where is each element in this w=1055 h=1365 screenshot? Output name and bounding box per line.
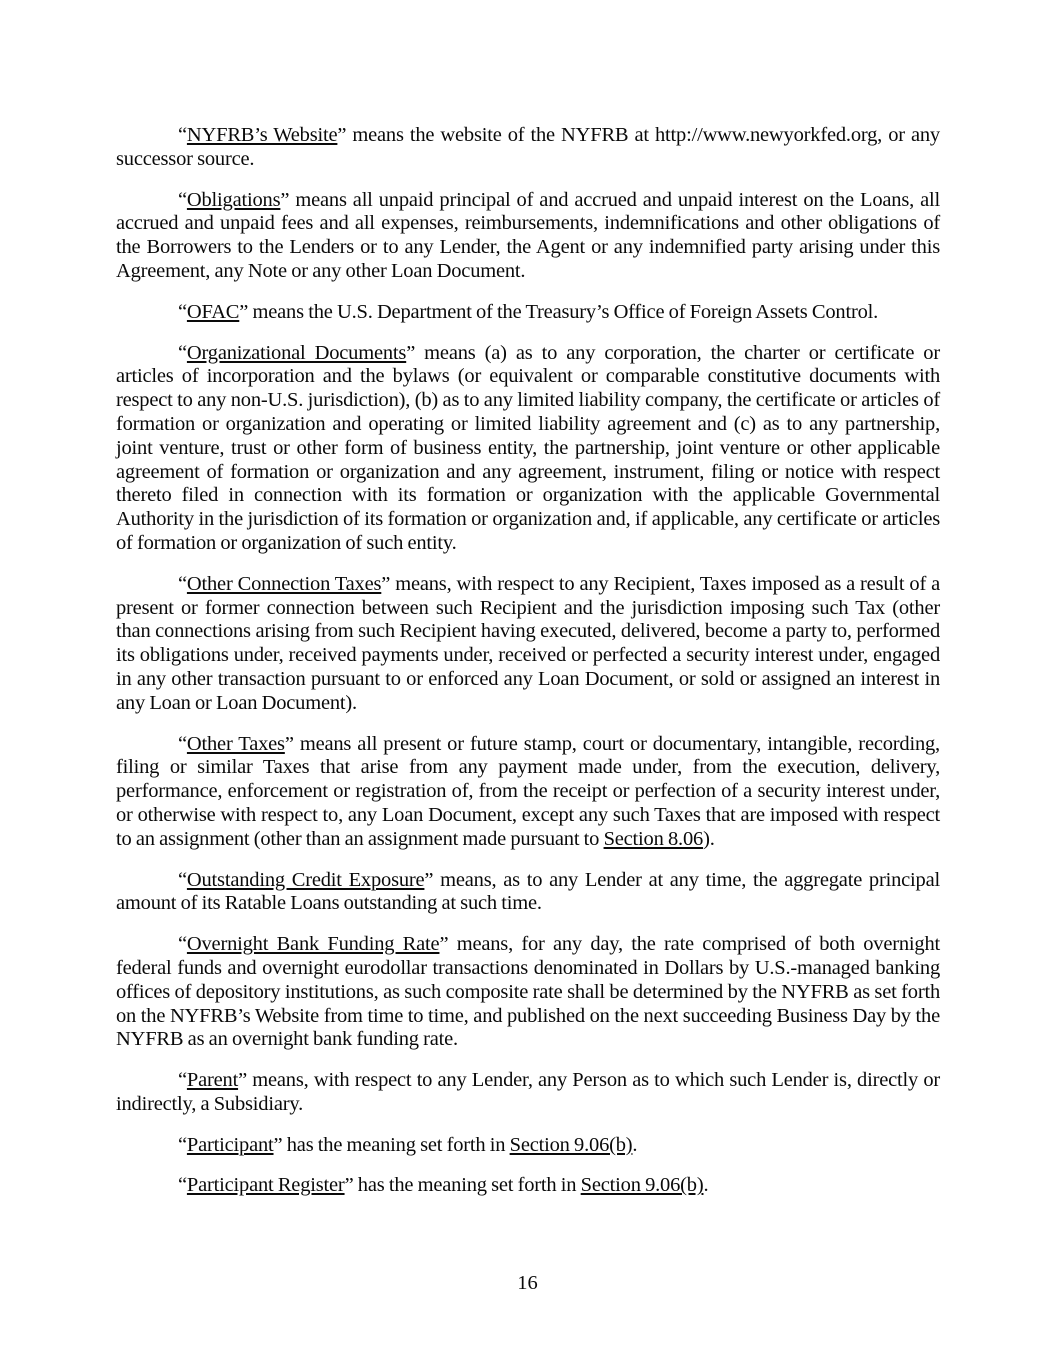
defined-term: NYFRB’s Website — [186, 124, 338, 146]
paragraph-text: “ — [178, 572, 187, 595]
paragraph-list — [116, 124, 940, 1198]
paragraph-text: “ — [178, 1133, 187, 1156]
defined-term: Participant — [186, 1133, 274, 1156]
defined-term: Overnight Bank Funding Rate — [186, 933, 440, 956]
paragraph-text: “ — [178, 1174, 187, 1197]
paragraph-text: ” means the website of the NYFRB at http://www.newyorkfed.org, or any successor source. — [116, 124, 940, 170]
definition-paragraph — [116, 869, 940, 917]
defined-term: Other Connection Taxes — [186, 572, 382, 595]
definition-paragraph — [116, 1134, 940, 1158]
paragraph-text: “ — [178, 300, 187, 323]
definition-paragraph — [116, 573, 940, 716]
paragraph-text: “ — [178, 1069, 187, 1092]
paragraph-text: ” means, as to any Lender at any time, the aggregate principal amount of its Ratable Loans outstanding at such time. — [116, 868, 940, 915]
section-reference: Section 8.06 — [603, 827, 704, 850]
defined-term: Participant Register — [186, 1174, 345, 1197]
definition-paragraph — [116, 733, 940, 852]
defined-term: Other Taxes — [186, 732, 285, 755]
defined-term: Parent — [186, 1069, 239, 1092]
defined-term: Obligations — [186, 188, 281, 211]
section-reference: Section 9.06(b) — [580, 1174, 704, 1197]
page-number: 16 — [517, 1272, 538, 1294]
paragraph-text: ” means all present or future stamp, court or documentary, intangible, recording, filing or similar Taxes that arise from any payment made under, from the execution, delivery, performance, enforcement or registration of, from the receipt or perfection of a security interest under, or otherwise with respect to, any Loan Document, except any such Taxes that are imposed with respect to an assignment (other than an assignment made pursuant to — [116, 732, 940, 850]
paragraph-text: “ — [178, 732, 187, 755]
definitions-section — [116, 124, 940, 1198]
paragraph-text: ” means, with respect to any Recipient, Taxes imposed as a result of a present or former connection between such Recipient and the jurisdiction imposing such Tax (other than connections arising from such Recipient having executed, delivered, become a party to, performed its obligations under, received payments under, received or perfected a security interest under, engaged in any other transaction pursuant to or enforced any Loan Document, or sold or assigned an interest in any Loan or Loan Document). — [116, 572, 941, 714]
section-reference: Section 9.06(b) — [509, 1133, 633, 1156]
paragraph-text: ” means, for any day, the rate comprised of both overnight federal funds and overnight eurodollar transactions denominated in Dollars by U.S.-managed banking offices of depository institutions, as such composite rate shall be determined by the NYFRB as set forth on the NYFRB’s Website from time to time, and published on the next succeeding Business Day by the NYFRB as an overnight bank funding rate. — [116, 933, 941, 1051]
definition-paragraph — [116, 933, 940, 1052]
paragraph-text: “ — [178, 341, 187, 364]
paragraph-text: ” means (a) as to any corporation, the charter or certificate or articles of incorporation and the bylaws (or equivalent or comparable constitutive documents with respect to any non-U.S. jurisdiction), (b) as to any limited liability company, the certificate or articles of formation or organization and operating or limited liability agreement and (c) as to any partnership, joint venture, trust or other form of business entity, the partnership, joint venture or other applicable agreement of formation or organization and any agreement, instrument, filing or notice with respect thereto filed in connection with its formation or organization with the applicable Governmental Authority in the jurisdiction of its formation or organization and, if applicable, any certificate or articles of formation or organization of such entity. — [116, 341, 940, 554]
paragraph-text: “ — [178, 868, 187, 891]
paragraph-text: ” means all unpaid principal of and accrued and unpaid interest on the Loans, all accrued and unpaid fees and all expenses, reimbursements, indemnifications and other obligations of the Borrowers to the Lenders or to any Lender, the Agent or any indemnified party arising under this Agreement, any Note or any other Loan Document. — [116, 188, 940, 282]
definition-paragraph — [116, 189, 940, 284]
paragraph-text: “ — [178, 124, 187, 146]
paragraph-text: ” means, with respect to any Lender, any Person as to which such Lender is, directly or indirectly, a Subsidiary. — [116, 1069, 940, 1115]
defined-term: Outstanding Credit Exposure — [186, 868, 425, 891]
paragraph-text: ). — [703, 827, 715, 850]
paragraph-text: “ — [178, 933, 187, 956]
paragraph-text: ” has the meaning set forth in — [344, 1174, 581, 1197]
defined-term: OFAC — [186, 300, 240, 323]
paragraph-text: ” means the U.S. Department of the Treasury’s Office of Foreign Assets Control. — [239, 300, 879, 323]
defined-term: Organizational Documents — [186, 341, 407, 364]
definition-paragraph — [116, 124, 940, 172]
definition-paragraph — [116, 1069, 940, 1117]
paragraph-text: . — [632, 1133, 638, 1156]
definition-paragraph — [116, 342, 940, 556]
paragraph-text: . — [703, 1174, 709, 1197]
paragraph-text: “ — [178, 188, 187, 211]
paragraph-text: ” has the meaning set forth in — [273, 1133, 510, 1156]
definition-paragraph — [116, 1174, 940, 1198]
definition-paragraph — [116, 301, 940, 325]
